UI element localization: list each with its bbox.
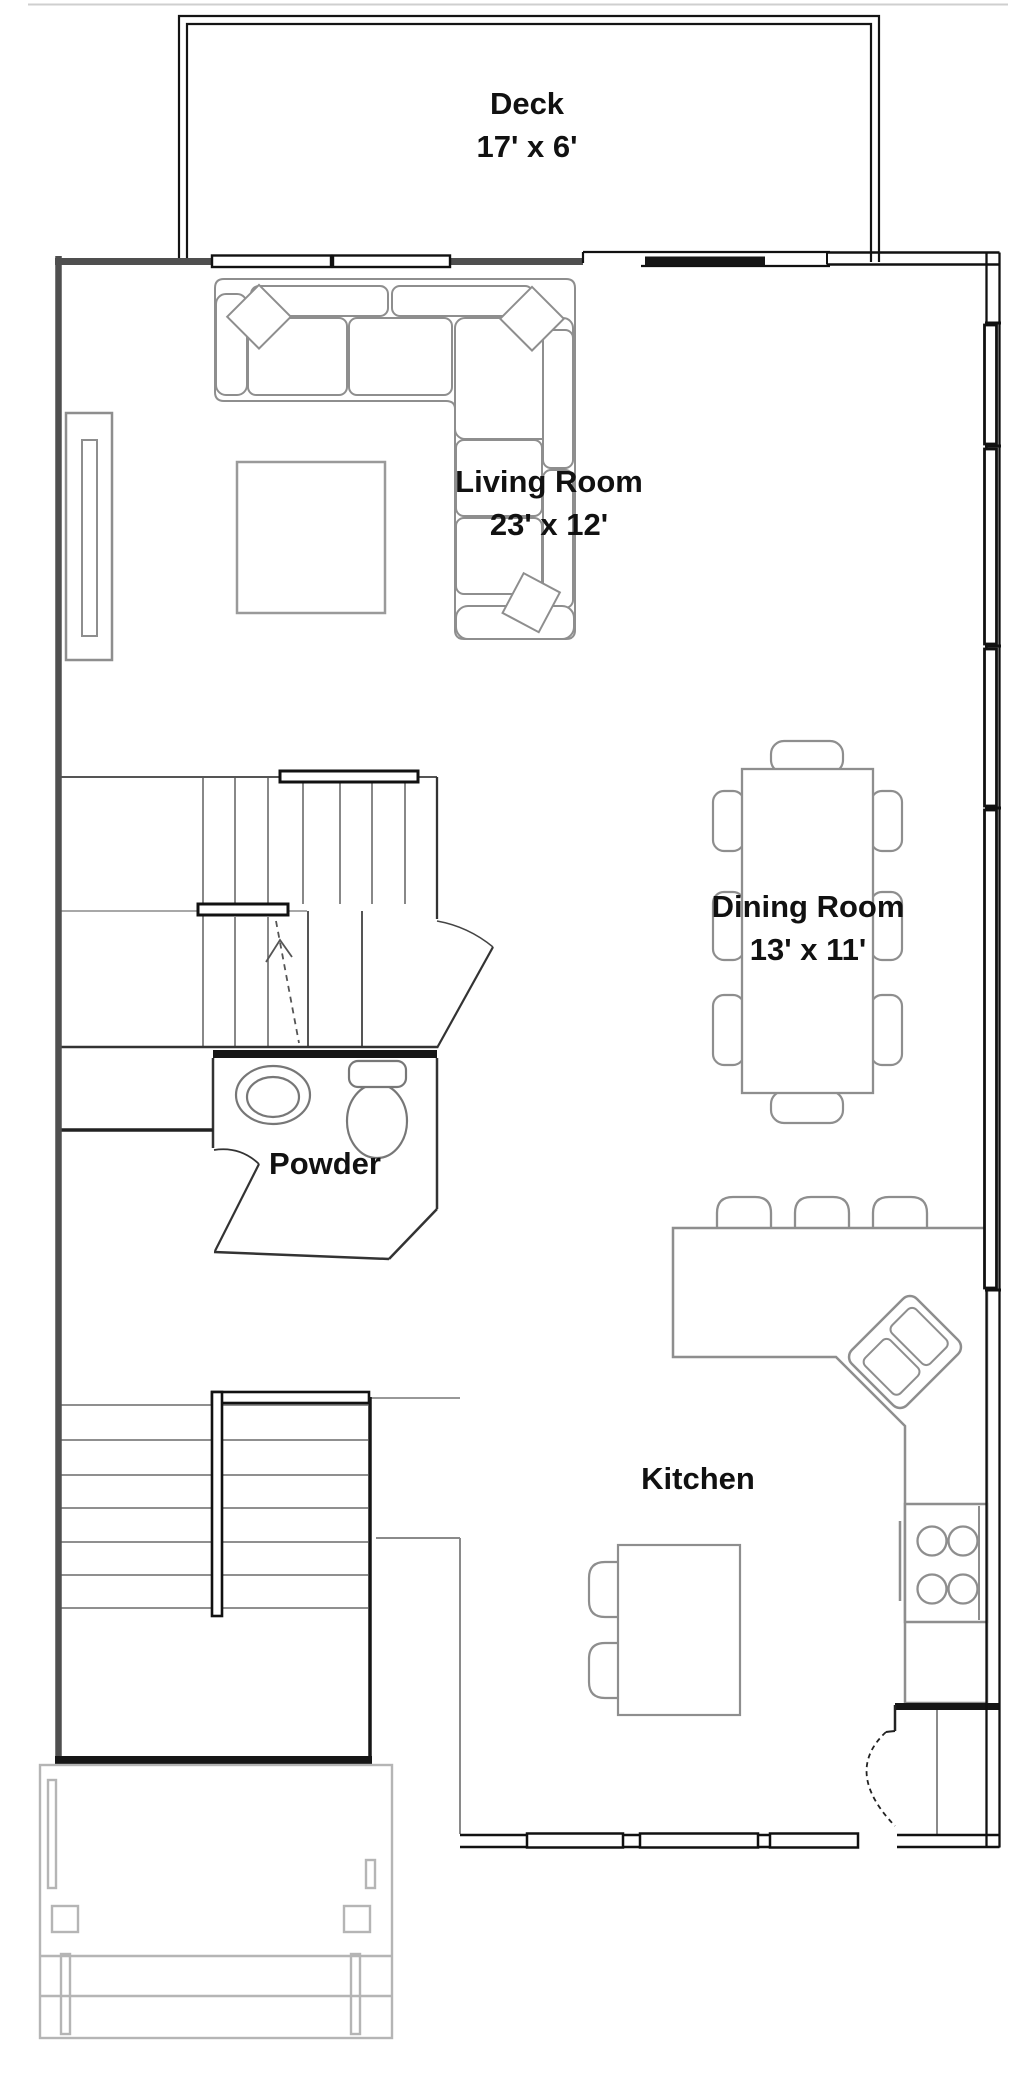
- interior-walls: [376, 1538, 460, 1834]
- staircase-upper: [58, 771, 437, 1046]
- right-wall: [985, 253, 1002, 1848]
- sliding-door: [583, 252, 830, 266]
- stair-landing-railing: [198, 904, 288, 915]
- room-label-powder: [269, 1142, 381, 1185]
- room-name: Dining Room: [711, 889, 905, 924]
- interior-door: [437, 777, 493, 1048]
- room-dimensions: 23' x 12': [489, 507, 609, 542]
- pedestal-sink: [236, 1066, 310, 1124]
- top-windows: [212, 256, 450, 268]
- tv-console: [66, 413, 112, 660]
- porch-post: [344, 1906, 370, 1932]
- stair-railing: [280, 771, 418, 782]
- bottom-wall: [460, 1834, 1000, 1848]
- room-name: Kitchen: [641, 1461, 755, 1496]
- room-name: Powder: [269, 1146, 381, 1181]
- room-label-kitchen: [641, 1457, 755, 1500]
- room-dimensions: 13' x 11': [749, 932, 867, 967]
- room-dimensions: 17' x 6': [476, 129, 578, 164]
- bottom-windows: [527, 1834, 858, 1848]
- kitchen-table: [618, 1545, 740, 1715]
- coffee-table: [237, 462, 385, 613]
- room-label-deck: [477, 82, 578, 168]
- stair-railing-lower: [212, 1392, 369, 1403]
- room-name: Deck: [489, 86, 565, 121]
- powder-door: [215, 1164, 259, 1251]
- room-label-living-room: [455, 460, 643, 546]
- porch-steps: [40, 1954, 392, 2034]
- porch-post: [52, 1906, 78, 1932]
- pantry: [895, 1703, 1000, 1834]
- kitchen-chairs: [589, 1562, 618, 1698]
- entry-door: [867, 1705, 895, 1826]
- room-label-dining-room: [712, 885, 905, 971]
- staircase-lower: [60, 1392, 460, 1616]
- bar-stools: [717, 1197, 927, 1227]
- range-stove: [900, 1504, 987, 1622]
- front-porch: [40, 1765, 392, 2038]
- room-name: Living Room: [455, 464, 643, 499]
